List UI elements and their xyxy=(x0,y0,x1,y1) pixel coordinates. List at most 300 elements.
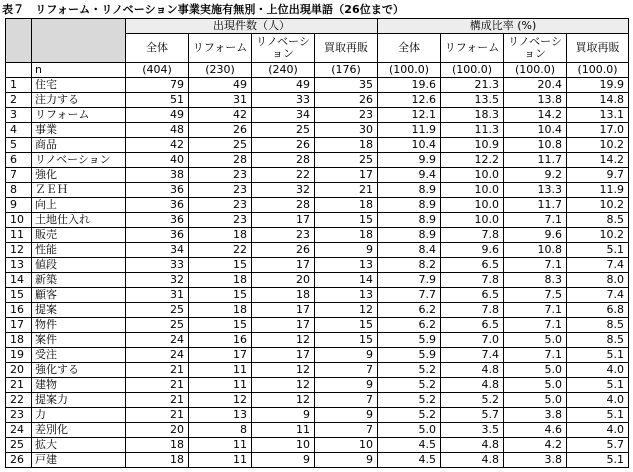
ratio-cell: 10.2 xyxy=(567,228,629,243)
rank-cell: 1 xyxy=(6,78,32,93)
ratio-cell: 14.8 xyxy=(567,93,629,108)
ratio-cell: 11.3 xyxy=(441,123,504,138)
ratio-cell: 6.5 xyxy=(441,258,504,273)
table-row xyxy=(6,108,629,123)
ratio-cell: 10.0 xyxy=(441,183,504,198)
ratio-cell: 9.6 xyxy=(441,243,504,258)
count-cell: 51 xyxy=(126,93,189,108)
ratio-cell: 11.7 xyxy=(504,153,567,168)
ratio-cell: 8.4 xyxy=(378,243,441,258)
count-cell: 15 xyxy=(315,213,378,228)
count-cell: 12 xyxy=(252,333,315,348)
count-cell: 10 xyxy=(315,438,378,453)
word-cell: ＺＥＨ xyxy=(32,183,126,198)
count-cell: 23 xyxy=(252,228,315,243)
count-cell: 23 xyxy=(189,213,252,228)
table-row xyxy=(6,168,629,183)
rank-cell: 3 xyxy=(6,108,32,123)
count-cell: 11 xyxy=(189,378,252,393)
count-cell: 13 xyxy=(315,258,378,273)
ratio-cell: 10.8 xyxy=(504,138,567,153)
ratio-cell: 9.2 xyxy=(504,168,567,183)
ratio-cell: 13.8 xyxy=(504,93,567,108)
ratio-cell: 10.2 xyxy=(567,198,629,213)
count-cell: 23 xyxy=(315,108,378,123)
table-row xyxy=(6,288,629,303)
count-cell: 13 xyxy=(315,288,378,303)
word-cell: 物件 xyxy=(32,318,126,333)
ratio-cell: 3.8 xyxy=(504,408,567,423)
count-cell: 36 xyxy=(126,183,189,198)
word-cell: 受注 xyxy=(32,348,126,363)
count-cell: 8 xyxy=(189,423,252,438)
ratio-cell: 7.9 xyxy=(378,273,441,288)
header-corner-rank xyxy=(6,19,32,63)
count-cell: 10 xyxy=(252,438,315,453)
ratio-cell: 7.1 xyxy=(504,348,567,363)
word-cell: リフォーム xyxy=(32,108,126,123)
count-cell: 17 xyxy=(252,258,315,273)
count-cell: 23 xyxy=(189,168,252,183)
count-cell: 7 xyxy=(315,423,378,438)
ratio-cell: 5.1 xyxy=(567,453,629,468)
count-cell: 9 xyxy=(315,408,378,423)
ratio-cell: 5.7 xyxy=(567,438,629,453)
rank-cell: 26 xyxy=(6,453,32,468)
header-row-group xyxy=(6,19,629,34)
count-cell: 15 xyxy=(189,288,252,303)
count-cell: 42 xyxy=(189,108,252,123)
ratio-cell: 4.8 xyxy=(441,453,504,468)
ratio-cell: 8.5 xyxy=(567,333,629,348)
count-cell: 9 xyxy=(315,243,378,258)
word-cell: 提案 xyxy=(32,303,126,318)
ratio-cell: 5.1 xyxy=(567,348,629,363)
count-cell: 15 xyxy=(315,333,378,348)
count-cell: 30 xyxy=(315,123,378,138)
count-cell: 12 xyxy=(315,303,378,318)
table-row xyxy=(6,93,629,108)
count-cell: 49 xyxy=(252,78,315,93)
ratio-cell: 5.2 xyxy=(378,408,441,423)
count-cell: 16 xyxy=(189,333,252,348)
ratio-cell: 4.0 xyxy=(567,423,629,438)
ratio-cell: 5.2 xyxy=(378,378,441,393)
count-cell: 31 xyxy=(189,93,252,108)
rank-cell: 21 xyxy=(6,378,32,393)
table-row xyxy=(6,183,629,198)
header-group-counts: 出現件数（人） xyxy=(126,19,378,34)
word-cell: 商品 xyxy=(32,138,126,153)
count-cell: 25 xyxy=(252,123,315,138)
ratio-cell: 9.4 xyxy=(378,168,441,183)
ratio-cell: 7.8 xyxy=(441,273,504,288)
count-cell: 18 xyxy=(315,138,378,153)
ratio-cell: 7.7 xyxy=(378,288,441,303)
word-frequency-table xyxy=(5,18,629,468)
ratio-cell: 6.2 xyxy=(378,318,441,333)
word-cell: 案件 xyxy=(32,333,126,348)
ratio-cell: 9.6 xyxy=(504,228,567,243)
ratio-cell: 19.9 xyxy=(567,78,629,93)
count-cell: 9 xyxy=(315,453,378,468)
count-cell: 21 xyxy=(126,363,189,378)
count-cell: 12 xyxy=(189,393,252,408)
ratio-cell: 10.8 xyxy=(504,243,567,258)
ratio-cell: 18.3 xyxy=(441,108,504,123)
count-cell: 28 xyxy=(252,153,315,168)
count-cell: 11 xyxy=(252,423,315,438)
rank-cell: 19 xyxy=(6,348,32,363)
ratio-cell: 5.0 xyxy=(504,363,567,378)
count-cell: 22 xyxy=(189,243,252,258)
ratio-cell: 9.9 xyxy=(378,153,441,168)
count-cell: 34 xyxy=(126,243,189,258)
word-cell: 性能 xyxy=(32,243,126,258)
count-cell: 26 xyxy=(189,123,252,138)
ratio-cell: 3.8 xyxy=(504,453,567,468)
count-cell: 49 xyxy=(189,78,252,93)
table-row xyxy=(6,438,629,453)
rank-cell: 4 xyxy=(6,123,32,138)
ratio-cell: 12.6 xyxy=(378,93,441,108)
ratio-cell: 10.4 xyxy=(378,138,441,153)
rank-cell: 24 xyxy=(6,423,32,438)
word-cell: 顧客 xyxy=(32,288,126,303)
ratio-cell: 5.1 xyxy=(567,243,629,258)
ratio-cell: 5.0 xyxy=(504,378,567,393)
count-cell: 17 xyxy=(189,348,252,363)
column-header: 買取再販 xyxy=(315,34,378,63)
rank-cell: 12 xyxy=(6,243,32,258)
column-header: リフォーム xyxy=(189,34,252,63)
count-cell: 22 xyxy=(252,168,315,183)
ratio-cell: 5.7 xyxy=(441,408,504,423)
rank-cell: 25 xyxy=(6,438,32,453)
ratio-cell: 7.8 xyxy=(441,303,504,318)
rank-cell: 6 xyxy=(6,153,32,168)
count-cell: 12 xyxy=(252,363,315,378)
count-cell: 21 xyxy=(315,183,378,198)
count-cell: 38 xyxy=(126,168,189,183)
ratio-cell: 13.1 xyxy=(567,108,629,123)
ratio-cell: 5.9 xyxy=(378,348,441,363)
ratio-cell: 7.8 xyxy=(441,228,504,243)
count-cell: 40 xyxy=(126,153,189,168)
ratio-cell: 7.1 xyxy=(504,303,567,318)
count-cell: 26 xyxy=(252,243,315,258)
count-cell: 15 xyxy=(315,318,378,333)
count-cell: 26 xyxy=(252,138,315,153)
ratio-cell: 4.2 xyxy=(504,438,567,453)
ratio-cell: 12.1 xyxy=(378,108,441,123)
column-header: リフォーム xyxy=(441,34,504,63)
ratio-cell: 5.1 xyxy=(567,378,629,393)
count-cell: 9 xyxy=(315,378,378,393)
ratio-cell: 5.2 xyxy=(378,393,441,408)
count-cell: 12 xyxy=(252,378,315,393)
header-group-ratio: 構成比率 (%) xyxy=(378,19,629,34)
rank-cell: 23 xyxy=(6,408,32,423)
count-cell: 49 xyxy=(126,108,189,123)
table-row xyxy=(6,393,629,408)
count-cell: 24 xyxy=(126,348,189,363)
ratio-cell: 4.6 xyxy=(504,423,567,438)
count-cell: 24 xyxy=(126,333,189,348)
ratio-cell: 13.3 xyxy=(504,183,567,198)
ratio-cell: 8.5 xyxy=(567,318,629,333)
count-cell: 23 xyxy=(189,198,252,213)
ratio-cell: 11.9 xyxy=(378,123,441,138)
word-cell: 販売 xyxy=(32,228,126,243)
ratio-cell: 11.9 xyxy=(567,183,629,198)
count-cell: 18 xyxy=(189,273,252,288)
ratio-cell: 7.1 xyxy=(504,318,567,333)
word-cell: 力 xyxy=(32,408,126,423)
ratio-cell: 14.2 xyxy=(504,108,567,123)
count-cell: 18 xyxy=(189,228,252,243)
n-rank-cell xyxy=(6,63,32,78)
count-cell: 13 xyxy=(189,408,252,423)
count-cell: 7 xyxy=(315,363,378,378)
count-cell: 35 xyxy=(315,78,378,93)
count-cell: 36 xyxy=(126,228,189,243)
rank-cell: 18 xyxy=(6,333,32,348)
ratio-cell: 6.5 xyxy=(441,318,504,333)
ratio-cell: 5.0 xyxy=(378,423,441,438)
ratio-cell: 10.0 xyxy=(441,168,504,183)
count-cell: 21 xyxy=(126,378,189,393)
ratio-cell: 7.1 xyxy=(504,258,567,273)
table-body xyxy=(6,63,629,468)
word-cell: 差別化 xyxy=(32,423,126,438)
ratio-cell: 5.2 xyxy=(441,393,504,408)
rank-cell: 22 xyxy=(6,393,32,408)
count-cell: 25 xyxy=(126,318,189,333)
ratio-cell: 4.8 xyxy=(441,363,504,378)
ratio-cell: 10.0 xyxy=(441,198,504,213)
table-row xyxy=(6,228,629,243)
table-row xyxy=(6,453,629,468)
count-cell: 9 xyxy=(252,408,315,423)
table-row xyxy=(6,138,629,153)
table-title: 表７ リフォーム・リノベーション事業実施有無別・上位出現単語（26位まで） xyxy=(2,3,405,16)
rank-cell: 15 xyxy=(6,288,32,303)
rank-cell: 13 xyxy=(6,258,32,273)
rank-cell: 17 xyxy=(6,318,32,333)
ratio-cell: 14.2 xyxy=(567,153,629,168)
count-cell: 17 xyxy=(252,303,315,318)
word-cell: リノベーション xyxy=(32,153,126,168)
count-cell: 17 xyxy=(252,318,315,333)
count-cell: 11 xyxy=(189,363,252,378)
header-corner-word xyxy=(32,19,126,63)
ratio-cell: 8.3 xyxy=(504,273,567,288)
table-row xyxy=(6,333,629,348)
table-row xyxy=(6,78,629,93)
ratio-cell: 4.5 xyxy=(378,438,441,453)
ratio-cell: 4.8 xyxy=(441,378,504,393)
n-value: (100.0) xyxy=(504,63,567,78)
count-cell: 12 xyxy=(252,393,315,408)
column-header: リノベーション xyxy=(252,34,315,63)
ratio-cell: 5.1 xyxy=(567,408,629,423)
rank-cell: 9 xyxy=(6,198,32,213)
table-row xyxy=(6,363,629,378)
rank-cell: 5 xyxy=(6,138,32,153)
count-cell: 17 xyxy=(252,348,315,363)
table-row xyxy=(6,348,629,363)
count-cell: 18 xyxy=(252,288,315,303)
count-cell: 15 xyxy=(189,258,252,273)
rank-cell: 8 xyxy=(6,183,32,198)
ratio-cell: 8.9 xyxy=(378,198,441,213)
count-cell: 23 xyxy=(189,183,252,198)
table-row xyxy=(6,153,629,168)
count-cell: 26 xyxy=(315,93,378,108)
count-cell: 33 xyxy=(126,258,189,273)
count-cell: 15 xyxy=(189,318,252,333)
word-cell: 新築 xyxy=(32,273,126,288)
word-cell: 戸建 xyxy=(32,453,126,468)
n-value: (100.0) xyxy=(567,63,629,78)
ratio-cell: 19.6 xyxy=(378,78,441,93)
ratio-cell: 10.2 xyxy=(567,138,629,153)
column-header: 全体 xyxy=(378,34,441,63)
ratio-cell: 17.0 xyxy=(567,123,629,138)
n-value: (404) xyxy=(126,63,189,78)
ratio-cell: 8.0 xyxy=(567,273,629,288)
ratio-cell: 7.1 xyxy=(504,213,567,228)
word-cell: 強化する xyxy=(32,363,126,378)
count-cell: 34 xyxy=(252,108,315,123)
count-cell: 18 xyxy=(315,198,378,213)
rank-cell: 20 xyxy=(6,363,32,378)
table-row xyxy=(6,123,629,138)
ratio-cell: 7.4 xyxy=(567,258,629,273)
n-value: (230) xyxy=(189,63,252,78)
count-cell: 25 xyxy=(315,153,378,168)
rank-cell: 14 xyxy=(6,273,32,288)
table-row xyxy=(6,213,629,228)
n-label: n xyxy=(32,63,126,78)
n-value: (100.0) xyxy=(441,63,504,78)
count-cell: 18 xyxy=(189,303,252,318)
table-row xyxy=(6,273,629,288)
ratio-cell: 8.9 xyxy=(378,228,441,243)
table-row xyxy=(6,423,629,438)
ratio-cell: 4.0 xyxy=(567,363,629,378)
word-cell: 住宅 xyxy=(32,78,126,93)
count-cell: 17 xyxy=(315,168,378,183)
rank-cell: 16 xyxy=(6,303,32,318)
n-value: (240) xyxy=(252,63,315,78)
column-header: 全体 xyxy=(126,34,189,63)
ratio-cell: 8.5 xyxy=(567,213,629,228)
word-cell: 事業 xyxy=(32,123,126,138)
ratio-cell: 10.0 xyxy=(441,213,504,228)
ratio-cell: 4.5 xyxy=(378,453,441,468)
ratio-cell: 10.9 xyxy=(441,138,504,153)
count-cell: 25 xyxy=(189,138,252,153)
count-cell: 42 xyxy=(126,138,189,153)
ratio-cell: 7.5 xyxy=(504,288,567,303)
table-row xyxy=(6,258,629,273)
ratio-cell: 12.2 xyxy=(441,153,504,168)
word-cell: 強化 xyxy=(32,168,126,183)
ratio-cell: 7.4 xyxy=(567,288,629,303)
ratio-cell: 5.9 xyxy=(378,333,441,348)
count-cell: 21 xyxy=(126,408,189,423)
count-cell: 21 xyxy=(126,393,189,408)
ratio-cell: 7.0 xyxy=(441,333,504,348)
word-cell: 提案力 xyxy=(32,393,126,408)
count-cell: 36 xyxy=(126,213,189,228)
count-cell: 32 xyxy=(252,183,315,198)
ratio-cell: 4.8 xyxy=(441,438,504,453)
word-cell: 注力する xyxy=(32,93,126,108)
table-row xyxy=(6,378,629,393)
count-cell: 20 xyxy=(252,273,315,288)
count-cell: 28 xyxy=(252,198,315,213)
ratio-cell: 4.0 xyxy=(567,393,629,408)
count-cell: 9 xyxy=(315,348,378,363)
word-cell: 向上 xyxy=(32,198,126,213)
count-cell: 18 xyxy=(126,453,189,468)
table-row xyxy=(6,318,629,333)
ratio-cell: 6.8 xyxy=(567,303,629,318)
ratio-cell: 6.5 xyxy=(441,288,504,303)
table-row xyxy=(6,198,629,213)
ratio-cell: 13.5 xyxy=(441,93,504,108)
ratio-cell: 9.7 xyxy=(567,168,629,183)
rank-cell: 7 xyxy=(6,168,32,183)
ratio-cell: 8.9 xyxy=(378,183,441,198)
table-row xyxy=(6,243,629,258)
word-cell: 建物 xyxy=(32,378,126,393)
column-header: 買取再販 xyxy=(567,34,629,63)
count-cell: 11 xyxy=(189,438,252,453)
n-row xyxy=(6,63,629,78)
word-cell: 土地仕入れ xyxy=(32,213,126,228)
count-cell: 31 xyxy=(126,288,189,303)
ratio-cell: 5.0 xyxy=(504,393,567,408)
count-cell: 7 xyxy=(315,393,378,408)
count-cell: 14 xyxy=(315,273,378,288)
ratio-cell: 8.2 xyxy=(378,258,441,273)
column-header: リノベーション xyxy=(504,34,567,63)
count-cell: 25 xyxy=(126,303,189,318)
ratio-cell: 6.2 xyxy=(378,303,441,318)
table-row xyxy=(6,303,629,318)
word-cell: 拡大 xyxy=(32,438,126,453)
count-cell: 18 xyxy=(126,438,189,453)
count-cell: 33 xyxy=(252,93,315,108)
table-row xyxy=(6,408,629,423)
count-cell: 20 xyxy=(126,423,189,438)
ratio-cell: 5.0 xyxy=(504,333,567,348)
ratio-cell: 3.5 xyxy=(441,423,504,438)
ratio-cell: 20.4 xyxy=(504,78,567,93)
count-cell: 9 xyxy=(252,453,315,468)
count-cell: 32 xyxy=(126,273,189,288)
count-cell: 17 xyxy=(252,213,315,228)
ratio-cell: 11.7 xyxy=(504,198,567,213)
word-cell: 値段 xyxy=(32,258,126,273)
count-cell: 48 xyxy=(126,123,189,138)
ratio-cell: 8.9 xyxy=(378,213,441,228)
count-cell: 28 xyxy=(189,153,252,168)
